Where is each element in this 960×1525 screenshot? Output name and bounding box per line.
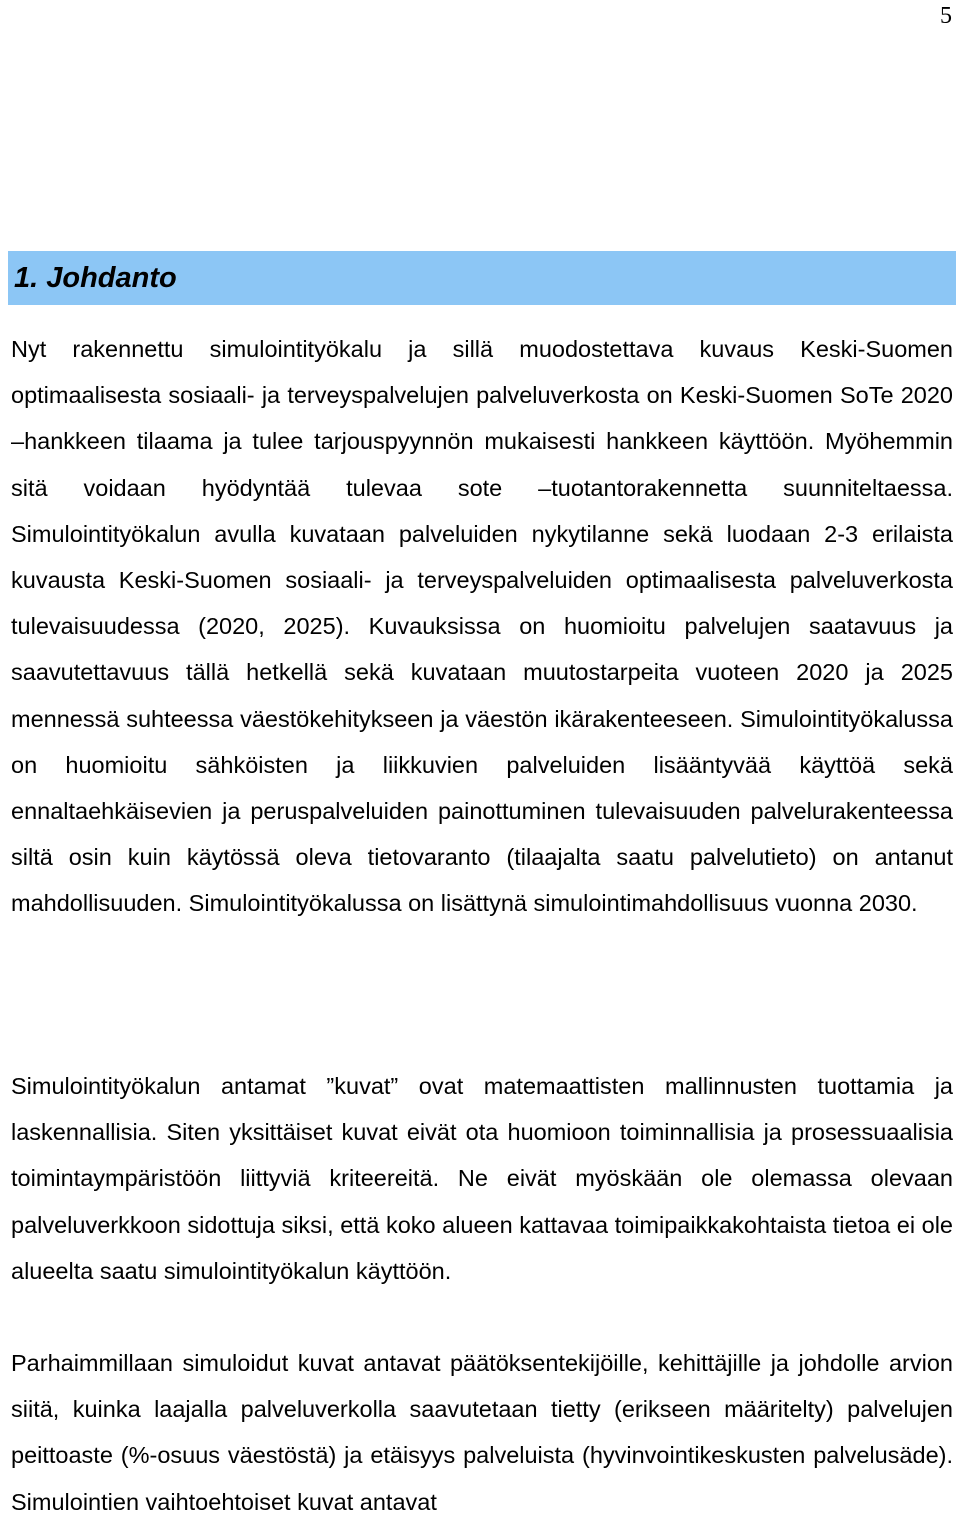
paragraph-intro: Nyt rakennettu simulointityökalu ja sillä muodostettava kuvaus Keski-Suomen optimaalisesta sosiaali- ja terveyspalvelujen palveluverkosta on Keski-Suomen SoTe 2020 –hankkeen tilaama ja tulee tarjouspyynnön mukaisesti hankkeen käyttöön. Myöhemmin sitä voidaan hyödyntää tulevaa sote –tuotantorakennetta suunniteltaessa. Simulointityökalun avulla kuvataan palveluiden nykytilanne sekä luodaan 2-3 erilaista kuvausta Keski-Suomen sosiaali- ja terveyspalveluiden optimaalisesta palveluverkosta tulevaisuudessa (2020, 2025). Kuvauksissa on huomioitu palvelujen saatavuus ja saavutettavuus tällä hetkellä sekä kuvataan muutostarpeita vuoteen 2020 ja 2025 mennessä suhteessa väestökehitykseen ja väestön ikärakenteeseen. Simulointityökalussa on huomioitu sähköisten ja liikkuvien palveluiden lisääntyvää käyttöä sekä ennaltaehkäisevien ja peruspalveluiden painottuminen tulevaisuuden palvelurakenteessa siltä osin kuin käytössä oleva tietovaranto (tilaajalta saatu palvelutieto) on antanut mahdollisuuden. Simulointityökalussa on lisättynä simulointimahdollisuus vuonna 2030. [11,336,953,917]
paragraph-model-limitations: Simulointityökalun antamat ”kuvat” ovat matemaattisten mallinnusten tuottamia ja laskennallisia. Siten yksittäiset kuvat eivät ota huomioon toiminnallisia ja prosessuaalisia toimintaympäristöön liittyviä kriteereitä. Ne eivät myöskään ole olemassa olevaan palveluverkkoon sidottuja siksi, että koko alueen kattavaa toimipaikkakohtaista tietoa ei ole alueelta saatu simulointityökalun käyttöön. [11,1073,953,1284]
page-number: 5 [940,3,952,29]
section-heading: 1. Johdanto [8,251,956,305]
paragraph-simulation-benefits: Parhaimmillaan simuloidut kuvat antavat päätöksentekijöille, kehittäjille ja johdolle arvion siitä, kuinka laajalla palveluverkolla saavutetaan tietty (erikseen määritelty) palvelujen peittoaste (%-osuus väestöstä) ja etäisyys palveluista (hyvinvointikeskusten palvelusäde). Simulointien vaihtoehtoiset kuvat antavat [11,1350,953,1515]
